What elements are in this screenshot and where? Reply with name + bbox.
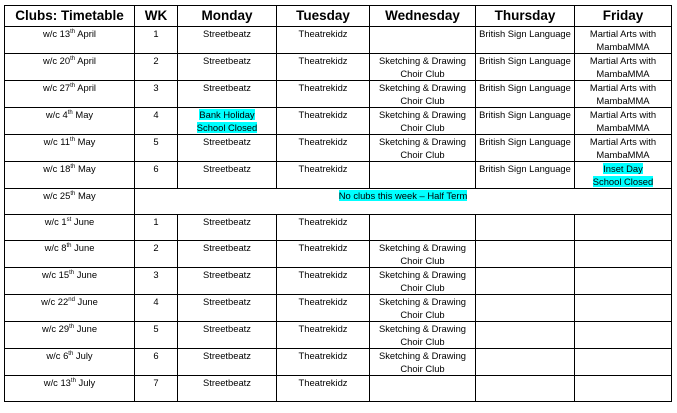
monday-cell: Streetbeatz <box>178 54 277 81</box>
week-cell <box>5 54 135 81</box>
table-row <box>5 135 672 162</box>
monday-cell: Streetbeatz <box>178 349 277 376</box>
friday-cell: Martial Arts with MambaMMA <box>575 54 672 81</box>
week-month: May <box>72 109 94 120</box>
table-row <box>5 349 672 376</box>
wednesday-cell: Sketching & Drawing Choir Club <box>370 295 476 322</box>
tuesday-cell: Theatrekidz <box>277 135 370 162</box>
wk-cell: 6 <box>135 162 178 189</box>
week-cell <box>5 81 135 108</box>
tuesday-cell: Theatrekidz <box>277 162 370 189</box>
week-cell <box>5 27 135 54</box>
table-row <box>5 241 672 268</box>
week-suffix: th <box>66 242 72 249</box>
friday-cell <box>575 215 672 241</box>
wk-cell: 2 <box>135 241 178 268</box>
wednesday-cell: Sketching & Drawing Choir Club <box>370 349 476 376</box>
table-row <box>5 81 672 108</box>
friday-cell: Martial Arts with MambaMMA <box>575 81 672 108</box>
header-monday: Monday <box>178 6 277 27</box>
header-friday: Friday <box>575 6 672 27</box>
monday-cell: Streetbeatz <box>178 268 277 295</box>
clubs-timetable <box>4 5 672 402</box>
table-row <box>5 215 672 241</box>
monday-cell: Streetbeatz <box>178 27 277 54</box>
table-row <box>5 268 672 295</box>
week-month: May <box>75 136 96 147</box>
monday-cell: Streetbeatz <box>178 295 277 322</box>
school-closed-highlight: School Closed <box>196 122 258 133</box>
wk-cell: 1 <box>135 27 178 54</box>
week-prefix: w/c 27 <box>43 82 71 93</box>
tuesday-cell: Theatrekidz <box>277 268 370 295</box>
header-clubs-timetable: Clubs: Timetable <box>5 6 135 27</box>
week-month: May <box>75 190 96 201</box>
monday-cell: Streetbeatz <box>178 135 277 162</box>
week-cell <box>5 349 135 376</box>
wk-cell: 5 <box>135 322 178 349</box>
tuesday-cell: Theatrekidz <box>277 54 370 81</box>
friday-cell <box>575 322 672 349</box>
week-month: July <box>75 377 96 388</box>
tuesday-cell: Theatrekidz <box>277 376 370 402</box>
week-cell <box>5 268 135 295</box>
wednesday-cell <box>370 162 476 189</box>
tuesday-cell: Theatrekidz <box>277 241 370 268</box>
school-closed-highlight: School Closed <box>592 176 654 187</box>
week-prefix: w/c 8 <box>44 242 67 253</box>
thursday-cell: British Sign Language <box>476 162 575 189</box>
week-cell <box>5 189 135 215</box>
week-cell <box>5 241 135 268</box>
wednesday-cell: Sketching & Drawing Choir Club <box>370 108 476 135</box>
week-prefix: w/c 4 <box>45 109 68 120</box>
tuesday-cell: Theatrekidz <box>277 295 370 322</box>
table-row <box>5 27 672 54</box>
wk-cell: 1 <box>135 215 178 241</box>
friday-cell <box>575 241 672 268</box>
header-tuesday: Tuesday <box>277 6 370 27</box>
week-cell <box>5 135 135 162</box>
thursday-cell <box>476 349 575 376</box>
week-month: April <box>75 55 96 66</box>
wednesday-cell: Sketching & Drawing Choir Club <box>370 268 476 295</box>
week-suffix: th <box>70 190 76 197</box>
week-prefix: w/c 1 <box>44 216 67 227</box>
week-prefix: w/c 18 <box>43 163 71 174</box>
half-term-banner: No clubs this week – Half Term <box>338 190 468 201</box>
wednesday-cell: Sketching & Drawing Choir Club <box>370 322 476 349</box>
week-suffix: th <box>69 269 75 276</box>
table-row <box>5 376 672 402</box>
wednesday-cell: Sketching & Drawing Choir Club <box>370 241 476 268</box>
friday-cell: Martial Arts with MambaMMA <box>575 108 672 135</box>
wednesday-cell: Sketching & Drawing Choir Club <box>370 135 476 162</box>
thursday-cell: British Sign Language <box>476 108 575 135</box>
week-prefix: w/c 13 <box>43 28 71 39</box>
table-row <box>5 108 672 135</box>
thursday-cell: British Sign Language <box>476 54 575 81</box>
week-suffix: th <box>70 28 76 35</box>
week-cell <box>5 376 135 402</box>
friday-cell <box>575 162 672 189</box>
week-month: April <box>75 28 96 39</box>
week-suffix: th <box>68 350 74 357</box>
table-row <box>5 54 672 81</box>
half-term-cell <box>135 189 672 215</box>
header-thursday: Thursday <box>476 6 575 27</box>
friday-cell <box>575 376 672 402</box>
week-prefix: w/c 20 <box>43 55 71 66</box>
wk-cell: 4 <box>135 295 178 322</box>
table-row <box>5 322 672 349</box>
week-month: July <box>73 350 93 361</box>
week-prefix: w/c 22 <box>41 296 69 307</box>
week-suffix: th <box>70 163 76 170</box>
week-suffix: th <box>70 82 76 89</box>
week-prefix: w/c 6 <box>46 350 69 361</box>
monday-cell <box>178 108 277 135</box>
friday-cell: Martial Arts with MambaMMA <box>575 27 672 54</box>
thursday-cell: British Sign Language <box>476 27 575 54</box>
tuesday-cell: Theatrekidz <box>277 215 370 241</box>
monday-cell: Streetbeatz <box>178 215 277 241</box>
week-prefix: w/c 11 <box>43 136 71 147</box>
week-month: April <box>75 82 96 93</box>
friday-cell <box>575 295 672 322</box>
week-cell <box>5 215 135 241</box>
wk-cell: 5 <box>135 135 178 162</box>
week-suffix: nd <box>68 296 75 303</box>
friday-cell: Martial Arts with MambaMMA <box>575 135 672 162</box>
wednesday-cell: Sketching & Drawing Choir Club <box>370 81 476 108</box>
monday-cell: Streetbeatz <box>178 376 277 402</box>
table-row <box>5 162 672 189</box>
bank-holiday-highlight: Bank Holiday <box>199 109 255 120</box>
inset-day-highlight: Inset Day <box>603 163 643 174</box>
tuesday-cell: Theatrekidz <box>277 349 370 376</box>
thursday-cell <box>476 268 575 295</box>
wk-cell: 3 <box>135 81 178 108</box>
wednesday-cell <box>370 376 476 402</box>
wednesday-cell <box>370 215 476 241</box>
week-cell <box>5 295 135 322</box>
week-prefix: w/c 15 <box>41 269 70 280</box>
wk-cell: 7 <box>135 376 178 402</box>
week-month: June <box>74 323 98 334</box>
wk-cell: 3 <box>135 268 178 295</box>
friday-cell <box>575 349 672 376</box>
tuesday-cell: Theatrekidz <box>277 108 370 135</box>
week-suffix: st <box>66 216 72 223</box>
header-wk: WK <box>135 6 178 27</box>
table-row <box>5 189 672 215</box>
table-row <box>5 295 672 322</box>
week-month: May <box>75 163 96 174</box>
week-prefix: w/c 13 <box>43 377 71 388</box>
week-suffix: th <box>70 136 76 143</box>
tuesday-cell: Theatrekidz <box>277 81 370 108</box>
week-month: June <box>74 269 98 280</box>
wednesday-cell: Sketching & Drawing Choir Club <box>370 54 476 81</box>
week-cell <box>5 162 135 189</box>
week-prefix: w/c 25 <box>43 190 71 201</box>
thursday-cell <box>476 215 575 241</box>
monday-cell: Streetbeatz <box>178 162 277 189</box>
wk-cell: 4 <box>135 108 178 135</box>
week-cell <box>5 322 135 349</box>
thursday-cell: British Sign Language <box>476 81 575 108</box>
monday-cell: Streetbeatz <box>178 322 277 349</box>
tuesday-cell: Theatrekidz <box>277 322 370 349</box>
week-cell <box>5 108 135 135</box>
thursday-cell <box>476 322 575 349</box>
week-month: June <box>71 216 95 227</box>
wk-cell: 2 <box>135 54 178 81</box>
thursday-cell <box>476 241 575 268</box>
week-suffix: th <box>69 323 75 330</box>
thursday-cell <box>476 295 575 322</box>
week-suffix: th <box>70 55 76 62</box>
thursday-cell <box>476 376 575 402</box>
week-month: June <box>74 296 98 307</box>
wk-cell: 6 <box>135 349 178 376</box>
wednesday-cell <box>370 27 476 54</box>
week-suffix: th <box>70 377 76 384</box>
thursday-cell: British Sign Language <box>476 135 575 162</box>
header-wednesday: Wednesday <box>370 6 476 27</box>
week-suffix: th <box>67 109 73 116</box>
friday-cell <box>575 268 672 295</box>
header-row <box>5 6 672 27</box>
tuesday-cell: Theatrekidz <box>277 27 370 54</box>
monday-cell: Streetbeatz <box>178 241 277 268</box>
week-month: June <box>71 242 95 253</box>
week-prefix: w/c 29 <box>41 323 70 334</box>
monday-cell: Streetbeatz <box>178 81 277 108</box>
